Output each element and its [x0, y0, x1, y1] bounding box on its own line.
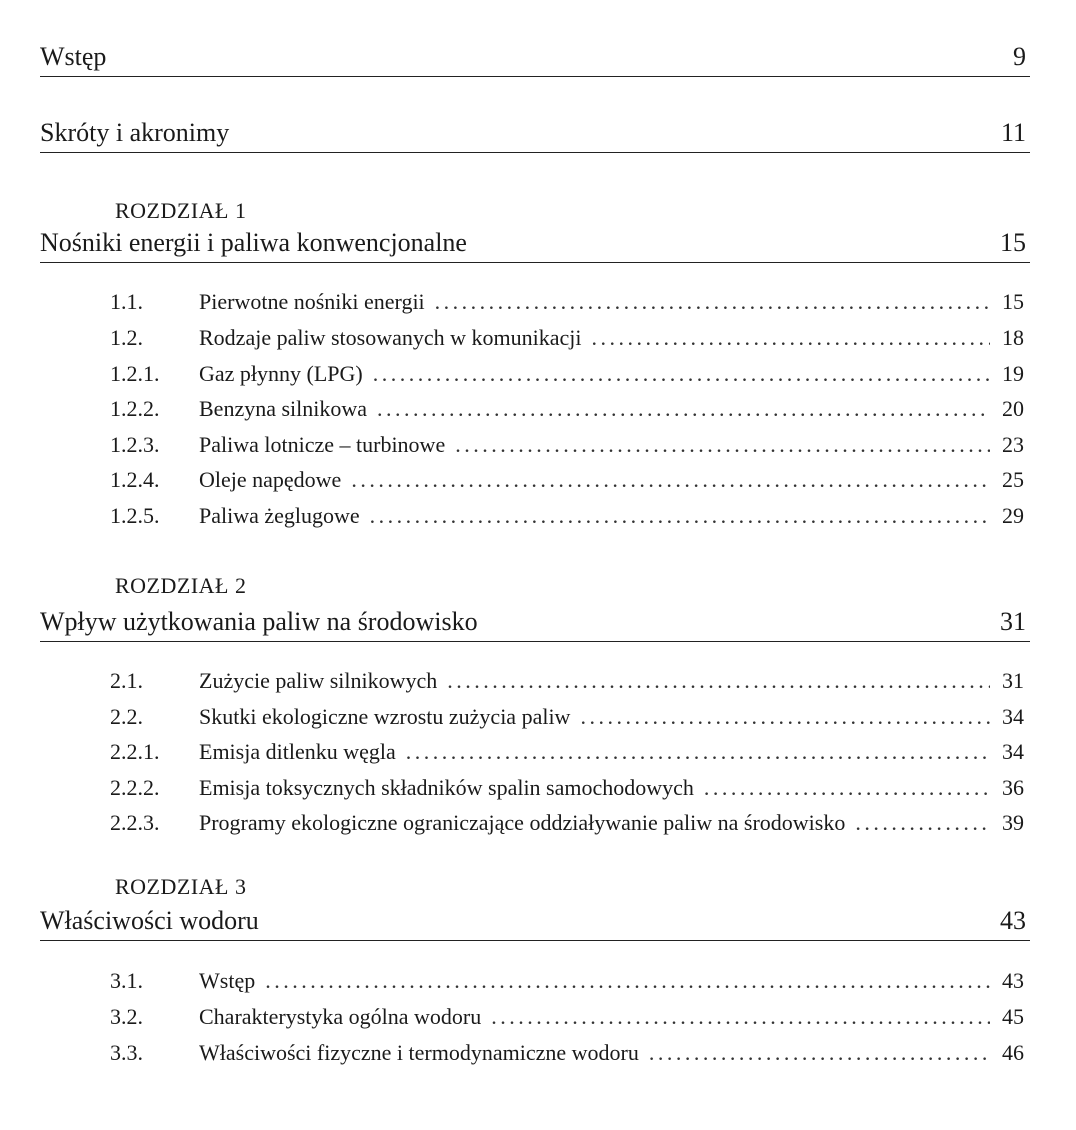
chapter-title: Właściwości wodoru	[40, 906, 259, 935]
entry-number: 1.2.3.	[110, 432, 160, 457]
entry-number: 1.2.5.	[110, 503, 160, 528]
entry-page: 39	[1002, 810, 1024, 835]
entry-title: Charakterystyka ogólna wodoru	[199, 1004, 482, 1029]
entry-number: 2.2.2.	[110, 775, 160, 800]
entry-title: Skutki ekologiczne wzrostu zużycia paliw	[199, 704, 571, 729]
chapter-label: ROZDZIAŁ 1	[115, 198, 247, 223]
entry-number: 2.2.3.	[110, 810, 160, 835]
dot-leader	[455, 431, 990, 459]
entry-title: Rodzaje paliw stosowanych w komunikacji	[199, 325, 582, 350]
toc-entry[interactable]	[110, 288, 1024, 316]
dot-leader	[265, 967, 990, 995]
entry-page: 31	[1002, 668, 1024, 693]
entry-title: Paliwa lotnicze – turbinowe	[199, 432, 446, 457]
chapter-heading[interactable]	[40, 906, 1030, 941]
entry-title: Pierwotne nośniki energii	[199, 289, 425, 314]
toc-entry[interactable]	[110, 360, 1024, 388]
toc-entry[interactable]	[110, 809, 1024, 837]
chapter-heading[interactable]	[40, 607, 1030, 642]
dot-leader	[591, 324, 990, 352]
entry-page: 19	[1002, 361, 1024, 386]
entry-title: Benzyna silnikowa	[199, 396, 368, 421]
chapter-title: Wpływ użytkowania paliw na środowisko	[40, 607, 478, 636]
toc-entry[interactable]	[110, 431, 1024, 459]
dot-leader	[649, 1039, 990, 1067]
entry-page: 18	[1002, 325, 1024, 350]
entry-title: Wstęp	[199, 968, 256, 993]
entry-title: Właściwości fizyczne i termodynamiczne wodoru	[199, 1040, 639, 1065]
toc-entry[interactable]	[110, 395, 1024, 423]
toc-entry[interactable]	[110, 774, 1024, 802]
entry-page: 36	[1002, 775, 1024, 800]
entry-number: 1.2.4.	[110, 467, 160, 492]
entry-title: Emisja ditlenku węgla	[199, 739, 396, 764]
chapter-title: Nośniki energii i paliwa konwencjonalne	[40, 228, 467, 257]
dot-leader	[447, 667, 990, 695]
toc-entry[interactable]	[110, 1039, 1024, 1067]
toc-entry[interactable]	[110, 324, 1024, 352]
entry-number: 3.2.	[110, 1004, 143, 1029]
toc-heading-page: 11	[1000, 118, 1026, 147]
entry-page: 23	[1002, 432, 1024, 457]
toc-entry[interactable]	[110, 667, 1024, 695]
dot-leader	[491, 1003, 990, 1031]
entry-number: 1.2.1.	[110, 361, 160, 386]
toc-entry[interactable]	[110, 967, 1024, 995]
entry-number: 1.2.2.	[110, 396, 160, 421]
chapter-page: 15	[1000, 228, 1026, 257]
entry-page: 43	[1002, 968, 1024, 993]
entry-number: 3.3.	[110, 1040, 143, 1065]
toc-heading-title: Wstęp	[40, 42, 107, 71]
chapter-page: 31	[1000, 607, 1026, 636]
dot-leader	[373, 360, 990, 388]
dot-leader	[377, 395, 990, 423]
entry-page: 45	[1002, 1004, 1024, 1029]
entry-title: Oleje napędowe	[199, 467, 342, 492]
entry-number: 2.2.	[110, 704, 143, 729]
toc-entry[interactable]	[110, 502, 1024, 530]
entry-title: Zużycie paliw silnikowych	[199, 668, 438, 693]
entry-number: 1.2.	[110, 325, 143, 350]
dot-leader	[406, 738, 990, 766]
chapter-label: ROZDZIAŁ 3	[115, 874, 247, 899]
entry-page: 20	[1002, 396, 1024, 421]
entry-page: 15	[1002, 289, 1024, 314]
entry-page: 46	[1002, 1040, 1024, 1065]
chapter-heading[interactable]	[40, 228, 1030, 263]
entry-number: 2.2.1.	[110, 739, 160, 764]
toc-entry[interactable]	[110, 703, 1024, 731]
chapter-page: 43	[1000, 906, 1026, 935]
toc-entry[interactable]	[110, 1003, 1024, 1031]
dot-leader	[351, 466, 990, 494]
toc-heading-intro[interactable]	[40, 42, 1030, 77]
dot-leader	[855, 809, 990, 837]
entry-title: Emisja toksycznych składników spalin samochodowych	[199, 775, 694, 800]
dot-leader	[580, 703, 990, 731]
toc-entry[interactable]	[110, 738, 1024, 766]
entry-title: Paliwa żeglugowe	[199, 503, 360, 528]
toc-heading-page: 9	[1013, 42, 1026, 71]
chapter-label: ROZDZIAŁ 2	[115, 573, 247, 598]
toc-heading-title: Skróty i akronimy	[40, 118, 230, 147]
entry-title: Gaz płynny (LPG)	[199, 361, 363, 386]
entry-page: 34	[1002, 739, 1024, 764]
dot-leader	[704, 774, 990, 802]
entry-page: 29	[1002, 503, 1024, 528]
toc-entry[interactable]	[110, 466, 1024, 494]
entry-number: 3.1.	[110, 968, 143, 993]
dot-leader	[435, 288, 990, 316]
entry-title: Programy ekologiczne ograniczające oddziaływanie paliw na środowisko	[199, 810, 846, 835]
entry-page: 25	[1002, 467, 1024, 492]
entry-page: 34	[1002, 704, 1024, 729]
entry-number: 1.1.	[110, 289, 143, 314]
dot-leader	[370, 502, 990, 530]
entry-number: 2.1.	[110, 668, 143, 693]
toc-heading-abbreviations[interactable]	[40, 118, 1030, 153]
